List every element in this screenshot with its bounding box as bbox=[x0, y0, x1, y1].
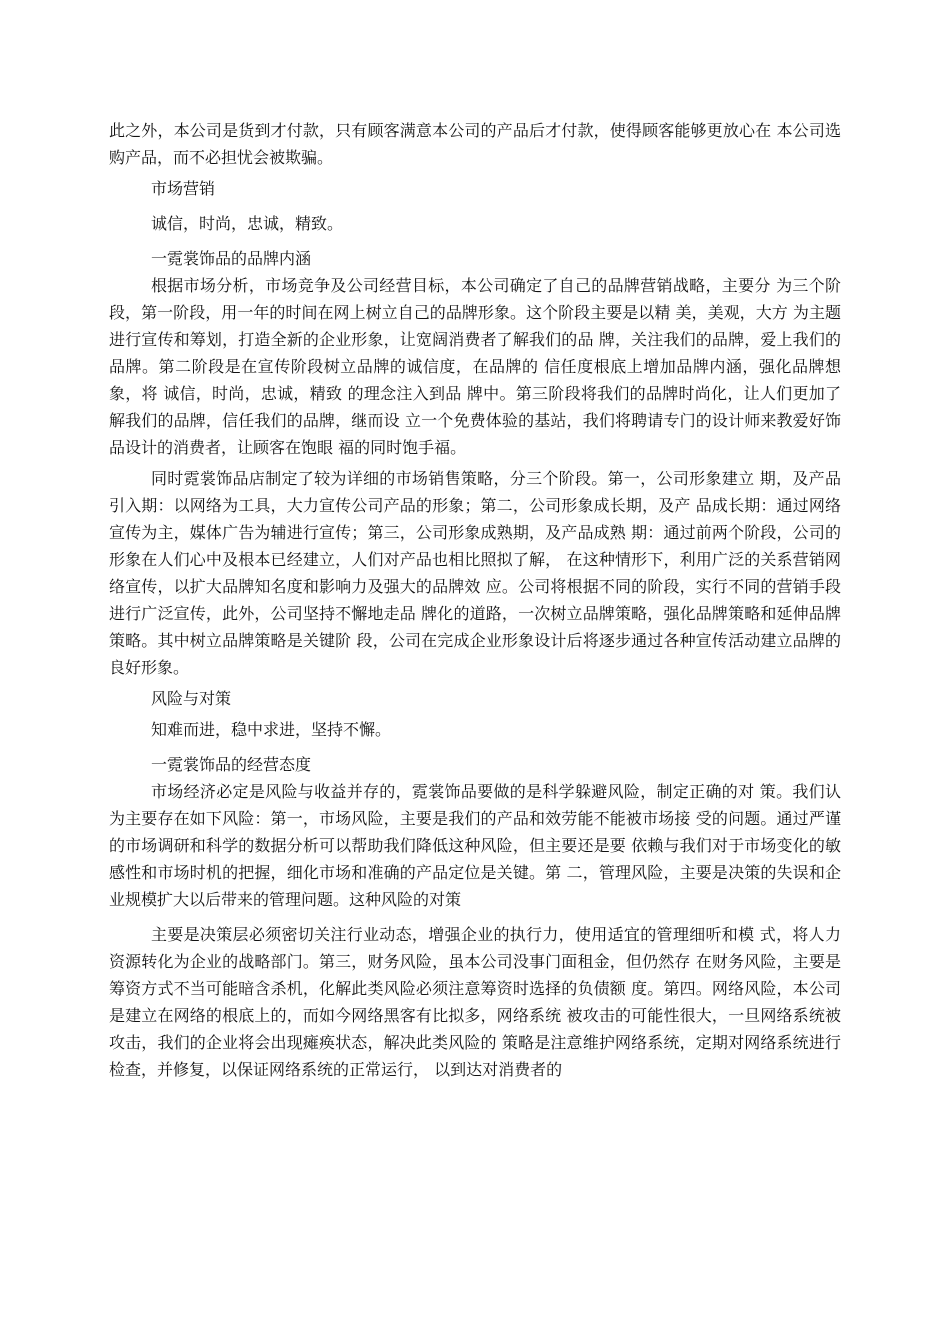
heading-business-attitude: 一霓裳饰品的经营态度 bbox=[151, 755, 312, 774]
paragraph-sales-strategy: 同时霓裳饰品店制定了较为详细的市场销售策略，分三个阶段。第一，公司形象建立 期，及产品引入期：以网络为工具，大力宣传公司产品的形象；第二，公司形象成长期，及产 品成长期：通过网络宣传为主，媒体广告为辅进行宣传；第三，公司形象成熟期，及产品成熟 期：通过前两个阶段，公司的形象在人们心中及根本已经建立，人们对产品也相比照拟了解， 在这种情形下，利用广泛的关系营销网络宣传，以扩大品牌知名度和影响力及强大的品牌效 应。公司将根据不同的阶段，实行不同的营销手段进行广泛宣传，此外，公司坚持不懈地走品 牌化的道路，一次树立品牌策略，强化品牌策略和延伸品牌策略。其中树立品牌策略是关键阶 段，公司在完成企业形象设计后将逐步通过各种宣传活动建立品牌的良好形象。 bbox=[109, 469, 841, 677]
motto-marketing: 诚信，时尚，忠诚，精致。 bbox=[151, 214, 344, 233]
paragraph-risk-part-1: 市场经济必定是风险与收益并存的，霓裳饰品要做的是科学躲避风险，制定正确的对 策。我们认为主要存在如下风险：第一，市场风险，主要是我们的产品和效劳能不能被市场接 受的问题。通过严谨的市场调研和科学的数据分析可以帮助我们降低这种风险，但主要还是要 依赖与我们对于市场变化的敏感性和市场时机的把握，细化市场和准确的产品定位是关键。第 二，管理风险，主要是决策的失误和企业规模扩大以后带来的管理问题。这种风险的对策 bbox=[109, 782, 841, 909]
motto-risk: 知难而进，稳中求进，坚持不懈。 bbox=[151, 720, 392, 739]
heading-marketing: 市场营销 bbox=[151, 179, 216, 198]
paragraph-intro-tail: 此之外，本公司是货到才付款，只有顾客满意本公司的产品后才付款，使得顾客能够更放心在 本公司选购产品，而不必担忧会被欺骗。 bbox=[109, 121, 841, 167]
heading-risk: 风险与对策 bbox=[151, 689, 232, 708]
document-page bbox=[109, 117, 841, 1083]
paragraph-brand-strategy: 根据市场分析，市场竞争及公司经营目标，本公司确定了自己的品牌营销战略，主要分 为三个阶段，第一阶段，用一年的时间在网上树立自己的品牌形象。这个阶段主要是以精 美，美观，大方 为主题进行宣传和筹划，打造全新的企业形象，让宽阔消费者了解我们的品 牌，关注我们的品牌，爱上我们的品牌。第二阶段是在宣传阶段树立品牌的诚信度，在品牌的 信任度根底上增加品牌内涵，强化品牌想象，将 诚信，时尚，忠诚，精致 的理念注入到品 牌中。第三阶段将我们的品牌时尚化，让人们更加了解我们的品牌，信任我们的品牌，继而设 立一个免费体验的基站，我们将聘请专门的设计师来教爱好饰品设计的消费者，让顾客在饱眼 福的同时饱手福。 bbox=[109, 276, 841, 457]
heading-brand-connotation: 一霓裳饰品的品牌内涵 bbox=[151, 249, 312, 268]
paragraph-risk-part-2: 主要是决策层必须密切关注行业动态，增强企业的执行力，使用适宜的管理细听和模 式，将人力资源转化为企业的战略部门。第三，财务风险，虽本公司没事门面租金，但仍然存 在财务风险，主要是筹资方式不当可能暗含杀机，化解此类风险必须注意筹资时选择的负债额 度。第四。网络风险，本公司是建立在网络的根底上的，而如今网络黑客有比拟多，网络系统 被攻击的可能性很大，一旦网络系统被攻击，我们的企业将会出现瘫痪状态，解决此类风险的 策略是注意维护网络系统，定期对网络系统进行检查，并修复，以保证网络系统的正常运行， 以到达对消费者的 bbox=[109, 925, 841, 1079]
